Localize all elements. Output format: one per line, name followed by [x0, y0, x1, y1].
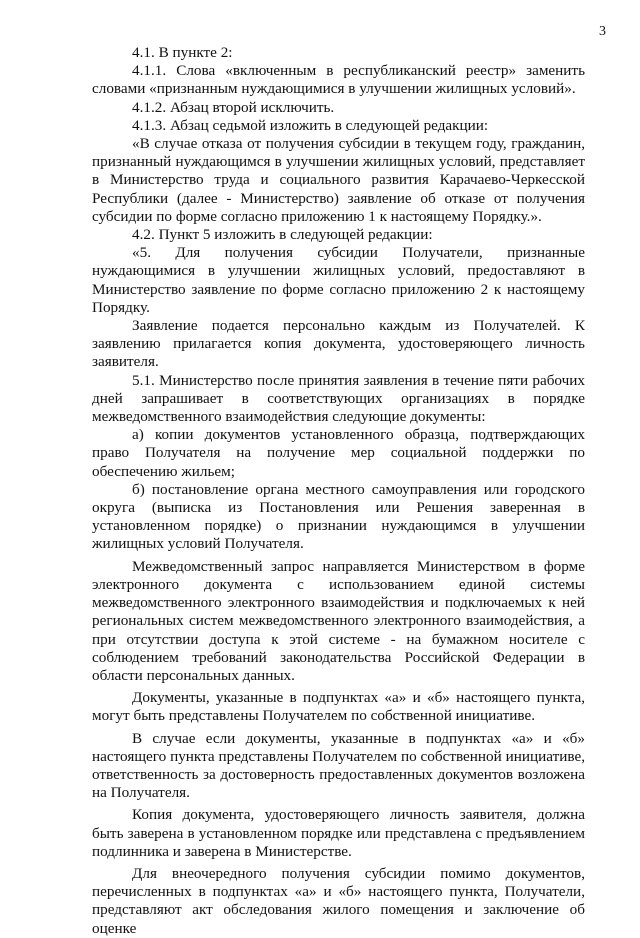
paragraph-application-submitted: Заявление подается персонально каждым из Получателей. К заявлению прилагается копия документа, удостоверяющего личность заявителя. [92, 317, 585, 371]
paragraph-identity-copy: Копия документа, удостоверяющего личность заявителя, должна быть заверена в установленном порядке или представлена с предъявлением подлинника и заверена в Министерстве. [92, 806, 585, 860]
document-body [92, 44, 585, 938]
paragraph-4-1-1: 4.1.1. Слова «включенным в республиканский реестр» заменить словами «признанным нуждающимися в улучшении жилищных условий». [92, 62, 585, 98]
paragraph-item-b: б) постановление органа местного самоуправления или городского округа (выписка из Постановления или Решения заверенная в установленном порядке) о признании нуждающимся в улучшении жилищных условий Получателя. [92, 480, 585, 553]
paragraph-4-2: 4.2. Пункт 5 изложить в следующей редакции: [132, 226, 433, 244]
paragraph-interagency-request: Межведомственный запрос направляется Министерством в форме электронного документа с использованием единой системы межведомственного электронного взаимодействия и подключаемых к ней региональных систем межведомственного электронного взаимодействия, а при отсутствии доступа к этой системе - на бумажном носителе с соблюдением требований законодательства Российской Федерации в области персональных данных. [92, 557, 585, 684]
paragraph-4-1: 4.1. В пункте 2: [132, 44, 233, 61]
paragraph-5-1: 5.1. Министерство после принятия заявления в течение пяти рабочих дней запрашивает в соответствующих организациях в порядке межведомственного взаимодействия следующие документы: [92, 371, 585, 426]
paragraph-item-a: а) копии документов установленного образца, подтверждающих право Получателя на получение мер социальной поддержки по обеспечению жильем; [92, 426, 585, 480]
paragraph-point-5: «5. Для получения субсидии Получатели, признанные нуждающимися в улучшении жилищных условий, предоставляют в Министерство заявление по форме согласно приложению 2 к настоящему Порядку. [92, 244, 585, 316]
paragraph-4-1-3: 4.1.3. Абзац седьмой изложить в следующей редакции: [132, 116, 489, 134]
paragraph-own-initiative: Документы, указанные в подпунктах «а» и «б» настоящего пункта, могут быть представлены Получателем по собственной инициативе. [92, 689, 585, 725]
paragraph-extraordinary-subsidy: Для внеочередного получения субсидии помимо документов, перечисленных в подпунктах «а» и «б» настоящего пункта, Получатели, представляют акт обследования жилого помещения и заключение об оценке [92, 864, 585, 937]
paragraph-4-1-2: 4.1.2. Абзац второй исключить. [132, 98, 335, 116]
page-number: 3 [599, 24, 606, 39]
paragraph-refusal-quote: «В случае отказа от получения субсидии в текущем году, гражданин, признанный нуждающимся в улучшении жилищных условий, представляет в Министерство труда и социального развития Карачаево-Черкесской Республики (далее - Министерство) заявление об отказе от получения субсидии по форме согласно приложению 1 к настоящему Порядку.». [92, 135, 585, 225]
paragraph-responsibility: В случае если документы, указанные в подпунктах «а» и «б» настоящего пункта представлены Получателем по собственной инициативе, ответственность за достоверность предоставленных документов возложена на Получателя. [92, 729, 585, 802]
